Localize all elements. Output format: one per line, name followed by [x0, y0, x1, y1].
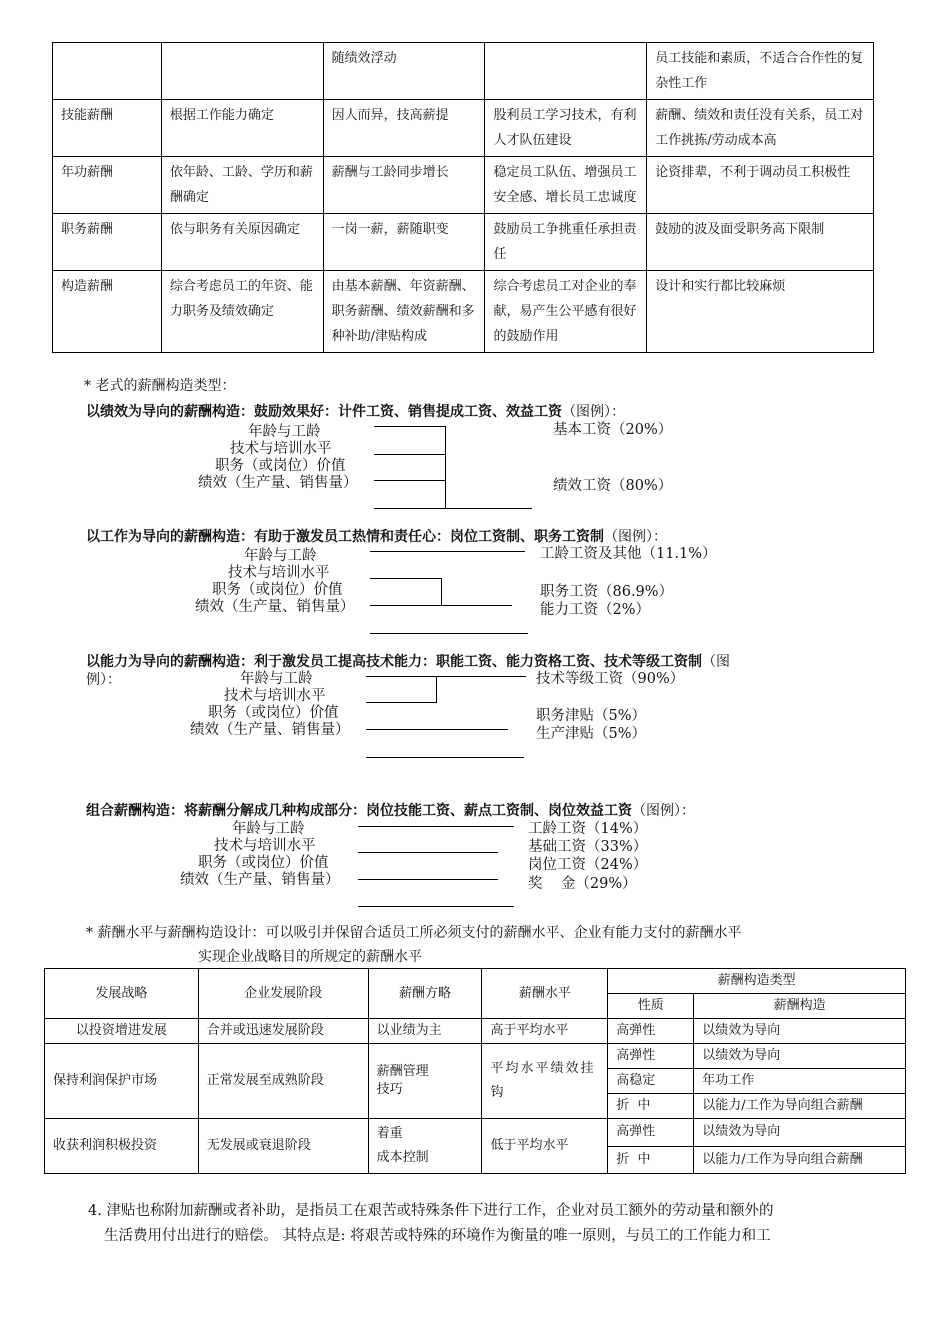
output-base-wage: 基础工资（33%） [528, 839, 648, 855]
factor-skill: 技术与培训水平 [224, 688, 326, 704]
type-cell: 构造薪酬 [53, 271, 162, 353]
output-post-wage: 岗位工资（24%） [528, 857, 648, 873]
header-structure: 薪酬构造 [694, 994, 906, 1019]
level-cell: 低于平均水平 [482, 1119, 608, 1174]
output-position-allowance: 职务津贴（5%） [536, 708, 647, 724]
factor-position: 职务（或岗位）价值 [208, 705, 339, 721]
factor-skill: 技术与培训水平 [228, 565, 330, 581]
advantage-cell: 稳定员工队伍、增强员工安全感、增长员工忠诚度 [485, 157, 647, 214]
factor-position: 职务（或岗位）价值 [212, 582, 343, 598]
type-cell: 年功薪酬 [53, 157, 162, 214]
header-policy: 薪酬方略 [368, 969, 482, 1019]
factor-skill: 技术与培训水平 [230, 441, 332, 457]
table-row [45, 1019, 906, 1044]
table-row [53, 157, 874, 214]
salary-level-note-line1: * 薪酬水平与薪酬构造设计：可以吸引并保留合适员工所必须支付的薪酬水平、企业有能力支付的薪酬水平 [86, 925, 742, 941]
diagram-ability-heading: 以能力为导向的薪酬构造：利于激发员工提高技术能力：职能工资、能力资格工资、技术等级工资制（图 [86, 654, 730, 670]
diagram-ability-heading-tail: 例）： [86, 672, 121, 688]
policy-cell: 薪酬管理 技巧 [368, 1044, 482, 1119]
feature-cell: 因人而异，技高薪提 [323, 100, 485, 157]
factor-age: 年龄与工龄 [240, 671, 313, 687]
diagram-performance-heading: 以绩效为导向的薪酬构造：鼓励效果好：计件工资、销售提成工资、效益工资（图例）： [86, 404, 625, 420]
type-cell [53, 43, 162, 100]
strategy-cell: 保持利润保护市场 [45, 1044, 199, 1119]
allowance-paragraph-line1: 4. 津贴也称附加薪酬或者补助，是指员工在艰苦或特殊条件下进行工作，企业对员工额外的劳动量和额外的 [88, 1203, 774, 1219]
disadvantage-cell: 鼓励的波及面受职务高下限制 [647, 214, 874, 271]
salary-type-table [52, 42, 874, 353]
diagram-combination-heading: 组合薪酬构造：将薪酬分解成几种构成部分：岗位技能工资、薪点工资制、岗位效益工资（图例）： [86, 803, 695, 819]
factor-performance: 绩效（生产量、销售量） [195, 599, 355, 615]
factor-age: 年龄与工龄 [248, 424, 321, 440]
strategy-table [44, 968, 906, 1174]
feature-cell: 由基本薪酬、年资薪酬、职务薪酬、绩效薪酬和多种补助/津贴构成 [323, 271, 485, 353]
table-row [53, 43, 874, 100]
factor-skill: 技术与培训水平 [214, 838, 316, 854]
structure-cell: 以绩效为导向 [694, 1044, 906, 1069]
disadvantage-cell: 薪酬、绩效和责任没有关系，员工对工作挑拣/劳动成本高 [647, 100, 874, 157]
factor-performance: 绩效（生产量、销售量） [190, 722, 350, 738]
structure-cell: 以能力/工作为导向组合薪酬 [694, 1094, 906, 1119]
header-type-group: 薪酬构造类型 [608, 969, 906, 994]
header-level: 薪酬水平 [482, 969, 608, 1019]
structure-cell: 以绩效为导向 [694, 1019, 906, 1044]
output-seniority-other: 工龄工资及其他（11.1%） [540, 546, 717, 562]
factor-age: 年龄与工龄 [244, 548, 317, 564]
diagram-job-heading: 以工作为导向的薪酬构造：有助于激发员工热情和责任心：岗位工资制、职务工资制（图例）： [86, 529, 667, 545]
advantage-cell: 综合考虑员工对企业的奉献，易产生公平感有很好的鼓励作用 [485, 271, 647, 353]
structure-cell: 以能力/工作为导向组合薪酬 [694, 1146, 906, 1174]
stage-cell: 合并或迅速发展阶段 [198, 1019, 368, 1044]
factor-performance: 绩效（生产量、销售量） [180, 872, 340, 888]
basis-cell: 根据工作能力确定 [161, 100, 323, 157]
header-strategy: 发展战略 [45, 969, 199, 1019]
feature-cell: 一岗一薪，薪随职变 [323, 214, 485, 271]
nature-cell: 高弹性 [608, 1119, 694, 1147]
factor-performance: 绩效（生产量、销售量） [198, 475, 358, 491]
strategy-cell: 以投资增进发展 [45, 1019, 199, 1044]
table-row [53, 214, 874, 271]
factor-position: 职务（或岗位）价值 [198, 855, 329, 871]
feature-cell: 薪酬与工龄同步增长 [323, 157, 485, 214]
factor-age: 年龄与工龄 [232, 821, 305, 837]
table-row [45, 1044, 906, 1069]
output-basic-wage: 基本工资（20%） [553, 422, 673, 438]
type-cell: 技能薪酬 [53, 100, 162, 157]
nature-cell: 高弹性 [608, 1044, 694, 1069]
advantage-cell: 鼓励员工争挑重任承担责任 [485, 214, 647, 271]
policy-cell: 着重 成本控制 [368, 1119, 482, 1174]
basis-cell: 依与职务有关原因确定 [161, 214, 323, 271]
stage-cell: 无发展或衰退阶段 [198, 1119, 368, 1174]
nature-cell: 折 中 [608, 1146, 694, 1174]
nature-cell: 折 中 [608, 1094, 694, 1119]
output-performance-wage: 绩效工资（80%） [553, 478, 673, 494]
output-production-allowance: 生产津贴（5%） [536, 726, 647, 742]
level-cell: 高于平均水平 [482, 1019, 608, 1044]
output-bonus: 奖 金（29%） [528, 876, 637, 892]
strategy-table-header-row [45, 969, 906, 994]
structure-cell: 以绩效为导向 [694, 1119, 906, 1147]
basis-cell: 综合考虑员工的年资、能力职务及绩效确定 [161, 271, 323, 353]
salary-type-table-body [53, 43, 874, 353]
advantage-cell [485, 43, 647, 100]
feature-cell: 随绩效浮动 [323, 43, 485, 100]
salary-level-note-line2: 实现企业战略目的所规定的薪酬水平 [198, 949, 422, 965]
header-stage: 企业发展阶段 [198, 969, 368, 1019]
basis-cell [161, 43, 323, 100]
disadvantage-cell: 员工技能和素质，不适合合作性的复杂性工作 [647, 43, 874, 100]
output-ability-wage: 能力工资（2%） [540, 602, 651, 618]
disadvantage-cell: 设计和实行都比较麻烦 [647, 271, 874, 353]
level-cell: 平均水平绩效挂 钩 [482, 1044, 608, 1119]
header-nature: 性质 [608, 994, 694, 1019]
output-seniority-wage: 工龄工资（14%） [528, 821, 648, 837]
strategy-cell: 收获利润积极投资 [45, 1119, 199, 1174]
table-row [53, 271, 874, 353]
table-row [45, 1119, 906, 1147]
policy-cell: 以业绩为主 [368, 1019, 482, 1044]
stage-cell: 正常发展至成熟阶段 [198, 1044, 368, 1119]
nature-cell: 高弹性 [608, 1019, 694, 1044]
nature-cell: 高稳定 [608, 1069, 694, 1094]
basis-cell: 依年龄、工龄、学历和薪酬确定 [161, 157, 323, 214]
disadvantage-cell: 论资排辈，不利于调动员工积极性 [647, 157, 874, 214]
factor-position: 职务（或岗位）价值 [215, 458, 346, 474]
allowance-paragraph-line2: 生活费用付出进行的赔偿。 其特点是: 将艰苦或特殊的环境作为衡量的唯一原则，与员工的工作能力和工 [104, 1228, 771, 1244]
structure-cell: 年功工作 [694, 1069, 906, 1094]
old-types-note: * 老式的薪酬构造类型： [84, 378, 236, 394]
type-cell: 职务薪酬 [53, 214, 162, 271]
advantage-cell: 股利员工学习技术，有利人才队伍建设 [485, 100, 647, 157]
output-job-wage: 职务工资（86.9%） [540, 584, 674, 600]
output-tech-grade-wage: 技术等级工资（90%） [536, 671, 685, 687]
table-row [53, 100, 874, 157]
